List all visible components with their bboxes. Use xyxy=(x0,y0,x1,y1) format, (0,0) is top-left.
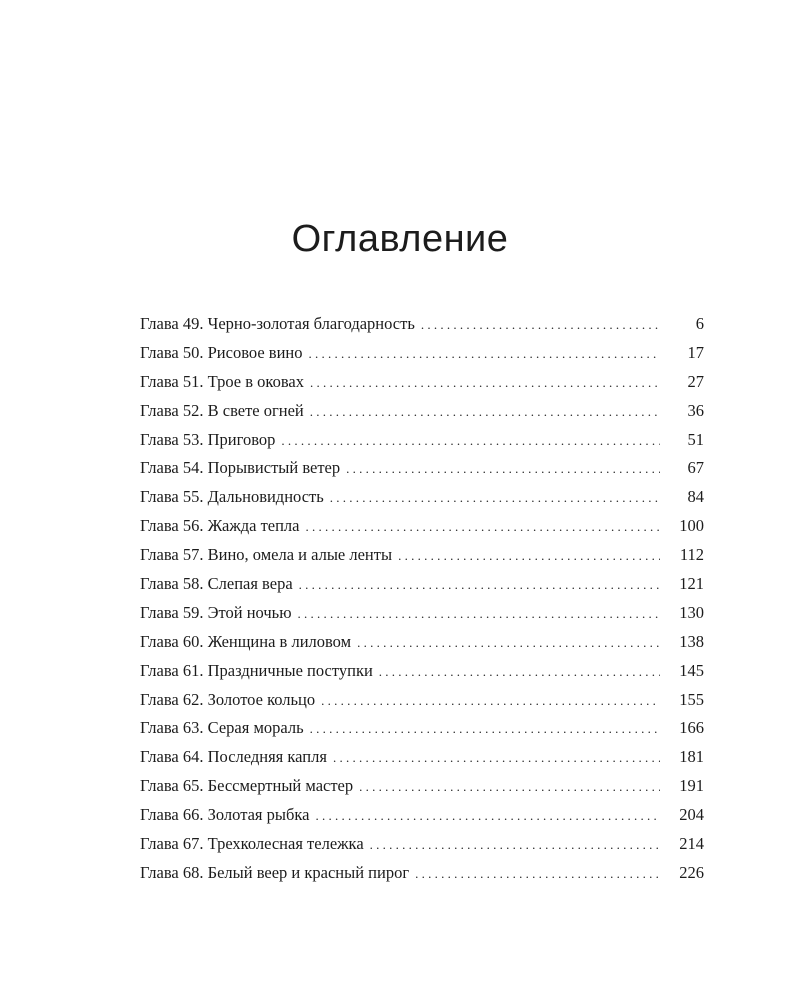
dot-leader xyxy=(309,346,661,362)
dot-leader xyxy=(421,317,660,333)
chapter-title: Глава 58. Слепая вера xyxy=(140,574,293,594)
chapter-title: Глава 59. Этой ночью xyxy=(140,602,292,622)
chapter-title: Глава 53. Приговор xyxy=(140,429,276,449)
page-number: 226 xyxy=(679,862,704,882)
toc-entry[interactable] xyxy=(140,632,704,661)
page-number: 214 xyxy=(679,834,704,854)
chapter-title: Глава 66. Золотая рыбка xyxy=(140,805,310,825)
toc-entry[interactable] xyxy=(140,834,704,863)
dot-leader xyxy=(299,577,660,593)
dot-leader xyxy=(357,635,660,651)
chapter-title: Глава 62. Золотое кольцо xyxy=(140,689,316,709)
toc-entry[interactable] xyxy=(140,863,704,892)
dot-leader xyxy=(346,461,660,477)
chapter-title: Глава 61. Праздничные поступки xyxy=(140,660,373,680)
page-number: 145 xyxy=(679,660,704,680)
page-number: 204 xyxy=(679,805,704,825)
chapter-title: Глава 65. Бессмертный мастер xyxy=(140,776,354,796)
toc-entry[interactable] xyxy=(140,458,704,487)
chapter-title: Глава 55. Дальновидность xyxy=(140,487,324,507)
dot-leader xyxy=(333,750,660,766)
dot-leader xyxy=(315,808,660,824)
toc-entry[interactable] xyxy=(140,372,704,401)
toc-entry[interactable] xyxy=(140,690,704,719)
page-number: 27 xyxy=(687,371,704,391)
dot-leader xyxy=(330,490,660,506)
toc-entry[interactable] xyxy=(140,574,704,603)
page-number: 67 xyxy=(687,458,704,478)
dot-leader xyxy=(359,779,660,795)
dot-leader xyxy=(310,721,660,737)
page-number: 36 xyxy=(687,400,704,420)
toc-entry[interactable] xyxy=(140,661,704,690)
page-number: 138 xyxy=(679,631,704,651)
dot-leader xyxy=(298,606,660,622)
chapter-title: Глава 57. Вино, омела и алые ленты xyxy=(140,545,393,565)
toc-entry[interactable] xyxy=(140,343,704,372)
page-number: 112 xyxy=(679,545,704,565)
toc-entry[interactable] xyxy=(140,516,704,545)
chapter-title: Глава 52. В свете огней xyxy=(140,400,304,420)
page-number: 100 xyxy=(679,516,704,536)
dot-leader xyxy=(310,404,660,420)
chapter-title: Глава 49. Черно-золотая благодарность xyxy=(140,314,415,333)
page-number: 130 xyxy=(679,602,704,622)
toc-entry[interactable] xyxy=(140,747,704,776)
chapter-title: Глава 50. Рисовое вино xyxy=(140,342,303,362)
dot-leader xyxy=(398,548,660,564)
page-number: 17 xyxy=(687,342,704,362)
page-number: 191 xyxy=(679,776,704,796)
table-of-contents xyxy=(140,314,704,892)
page-number: 166 xyxy=(679,718,704,738)
chapter-title: Глава 67. Трехколесная тележка xyxy=(140,834,364,854)
page-number: 181 xyxy=(679,747,704,767)
chapter-title: Глава 64. Последняя капля xyxy=(140,747,327,767)
toc-entry[interactable] xyxy=(140,314,704,343)
page-number: 6 xyxy=(695,314,704,333)
chapter-title: Глава 56. Жажда тепла xyxy=(140,516,300,536)
chapter-title: Глава 63. Серая мораль xyxy=(140,718,304,738)
toc-entry[interactable] xyxy=(140,718,704,747)
toc-entry[interactable] xyxy=(140,430,704,459)
dot-leader xyxy=(306,519,661,535)
dot-leader xyxy=(415,866,660,882)
toc-entry[interactable] xyxy=(140,776,704,805)
page-number: 51 xyxy=(687,429,704,449)
dot-leader xyxy=(310,375,660,391)
toc-entry[interactable] xyxy=(140,401,704,430)
toc-entry[interactable] xyxy=(140,805,704,834)
page-number: 155 xyxy=(679,689,704,709)
dot-leader xyxy=(281,433,660,449)
page-number: 121 xyxy=(679,574,704,594)
dot-leader xyxy=(379,664,660,680)
toc-entry[interactable] xyxy=(140,603,704,632)
chapter-title: Глава 60. Женщина в лиловом xyxy=(140,631,352,651)
page-title: Оглавление xyxy=(291,218,509,260)
page-number: 84 xyxy=(687,487,704,507)
chapter-title: Глава 51. Трое в оковах xyxy=(140,371,304,391)
chapter-title: Глава 68. Белый веер и красный пирог xyxy=(140,862,410,882)
toc-entry[interactable] xyxy=(140,545,704,574)
chapter-title: Глава 54. Порывистый ветер xyxy=(140,458,341,478)
dot-leader xyxy=(321,693,660,709)
dot-leader xyxy=(370,837,660,853)
toc-entry[interactable] xyxy=(140,487,704,516)
